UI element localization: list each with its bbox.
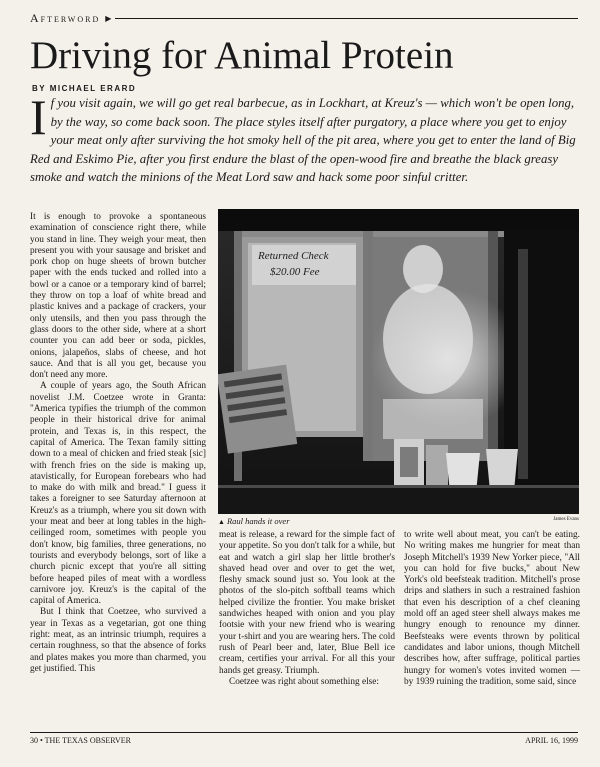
right-triangle-icon: ▶ [105,13,112,23]
body-paragraph-3: But I think that Coetzee, who survived a year in Texas as a vegetarian, got one thing right: meat, as an intrinsic triumph, requires a certain roughness, so that the absence of forks and plates makes you more than charmed, you get justified. This [30,607,206,674]
section-label: Afterword [30,10,101,25]
byline: BY MICHAEL ERARD [32,84,137,93]
body-paragraph-6: to write well about meat, you can't be eating. No writing makes me hungrier for meat than Joseph Mitchell's 1939 New Yorker piece, "All you can hold for five bucks," about New York's old beefsteak tradition. Mitchell's prose drips and slathers in such a restrained fashion that even his description of a chef cleaning mold off an aged steer shell always makes me hungry enough to renounce my dinner. Beefsteaks were events thrown by political candidates and labor unions, though Mitchell describes how, after suffrage, political parties hungry for women's votes invited women — by 1939 ruining the tradition, some said, since [404,530,580,687]
intro-text: f you visit again, we will go get real barbecue, as in Lockhart, at Kreuz's — which won't be open long, by the way, so come back soon. The place styles itself after purgatory, a place where you get to enjoy your meat only after surviving the hot smoky hell of the pit area, where you get to enter the land of Big Red and Eskimo Pie, after you first endure the blast of the open-wood fire and breathe the black greasy smoke and watch the minions of the Meat Lord saw and hack some poor sinful critter. [30,96,576,185]
up-triangle-icon: ▲ [218,518,225,526]
section-header [30,10,578,26]
photo-sign-line-1: Returned Check [258,250,329,262]
article-photo [218,209,579,514]
footer-page-info: 30 • THE TEXAS OBSERVER [30,736,131,745]
article-title: Driving for Animal Protein [30,34,454,77]
body-paragraph-2: A couple of years ago, the South African novelist J.M. Coetzee wrote in Granta: "America typifies the triumph of the common people in their historical drive for animal protein, and Texas is, in this respect, the capital of America. The Texan family sitting down to a meal of chicken and fried steak [sic] with french fries on the side is making up, atavistically, for European forebears who had to make do with milk and bread." I guess it takes a foreigner to see Saturday afternoon at Kreuz's as a triumph, where you sit down with your meat and beer at long tables in the high-ceilinged room, sometimes with people you don't know, big families, three generations, no tourists and everybody belongs, sort of like a church picnic except that you're all sitting before heaped piles of meat with a wordless carnivore joy. Kreuz's is the capital of the capital of America. [30,381,206,607]
column-1 [30,212,206,675]
body-paragraph-1: It is enough to provoke a spontaneous examination of conscience right there, while you stand in line. They weigh your meat, then present you with your sausage and brisket and pork chop on huge sheets of brown butcher paper with the ends tucked and rolled into a bowl or a canoe or a temporary kind of barrel; they throw on top a loaf of white bread and plastic knives and a package of crackers, your only utensils, and then you pass through the glass doors to the other side, where at a short counter you can add beer or soda, pickles, onions, jalapeños, slabs of cheese, and hot sauce. And that is all you get, because you don't need any more. [30,212,206,381]
photo-caption [218,516,579,528]
page-footer [30,732,578,745]
column-3 [404,530,580,688]
photo-credit: James Evans [553,517,579,522]
photo-sign-line-2: $20.00 Fee [270,266,320,278]
caption-text: Raul hands it over [226,516,290,526]
footer-date: APRIL 16, 1999 [525,736,578,745]
drop-cap: I [30,89,47,145]
body-paragraph-5: Coetzee was right about something else: [229,676,380,687]
intro-paragraph [30,89,582,187]
column-2 [219,530,395,688]
body-paragraph-4: meat is release, a reward for the simple fact of your appetite. So you don't talk for a while, but eat and watch a girl slap her little brother's shaved head over and over to get the wet, fleshy smack sound just so. You look at the photos of the slo-pitch softball teams which helped civilize the frontier. You make brisket sandwiches heaped with onion and you play footsie with your new friend who is wearing your t-shirt and you are wearing hers. The cold rush of Pearl beer and, later, Blue Bell ice cream, certifies your arrival. For all this your hands get greasy. Triumph. [219,530,395,676]
section-rule [115,18,578,19]
